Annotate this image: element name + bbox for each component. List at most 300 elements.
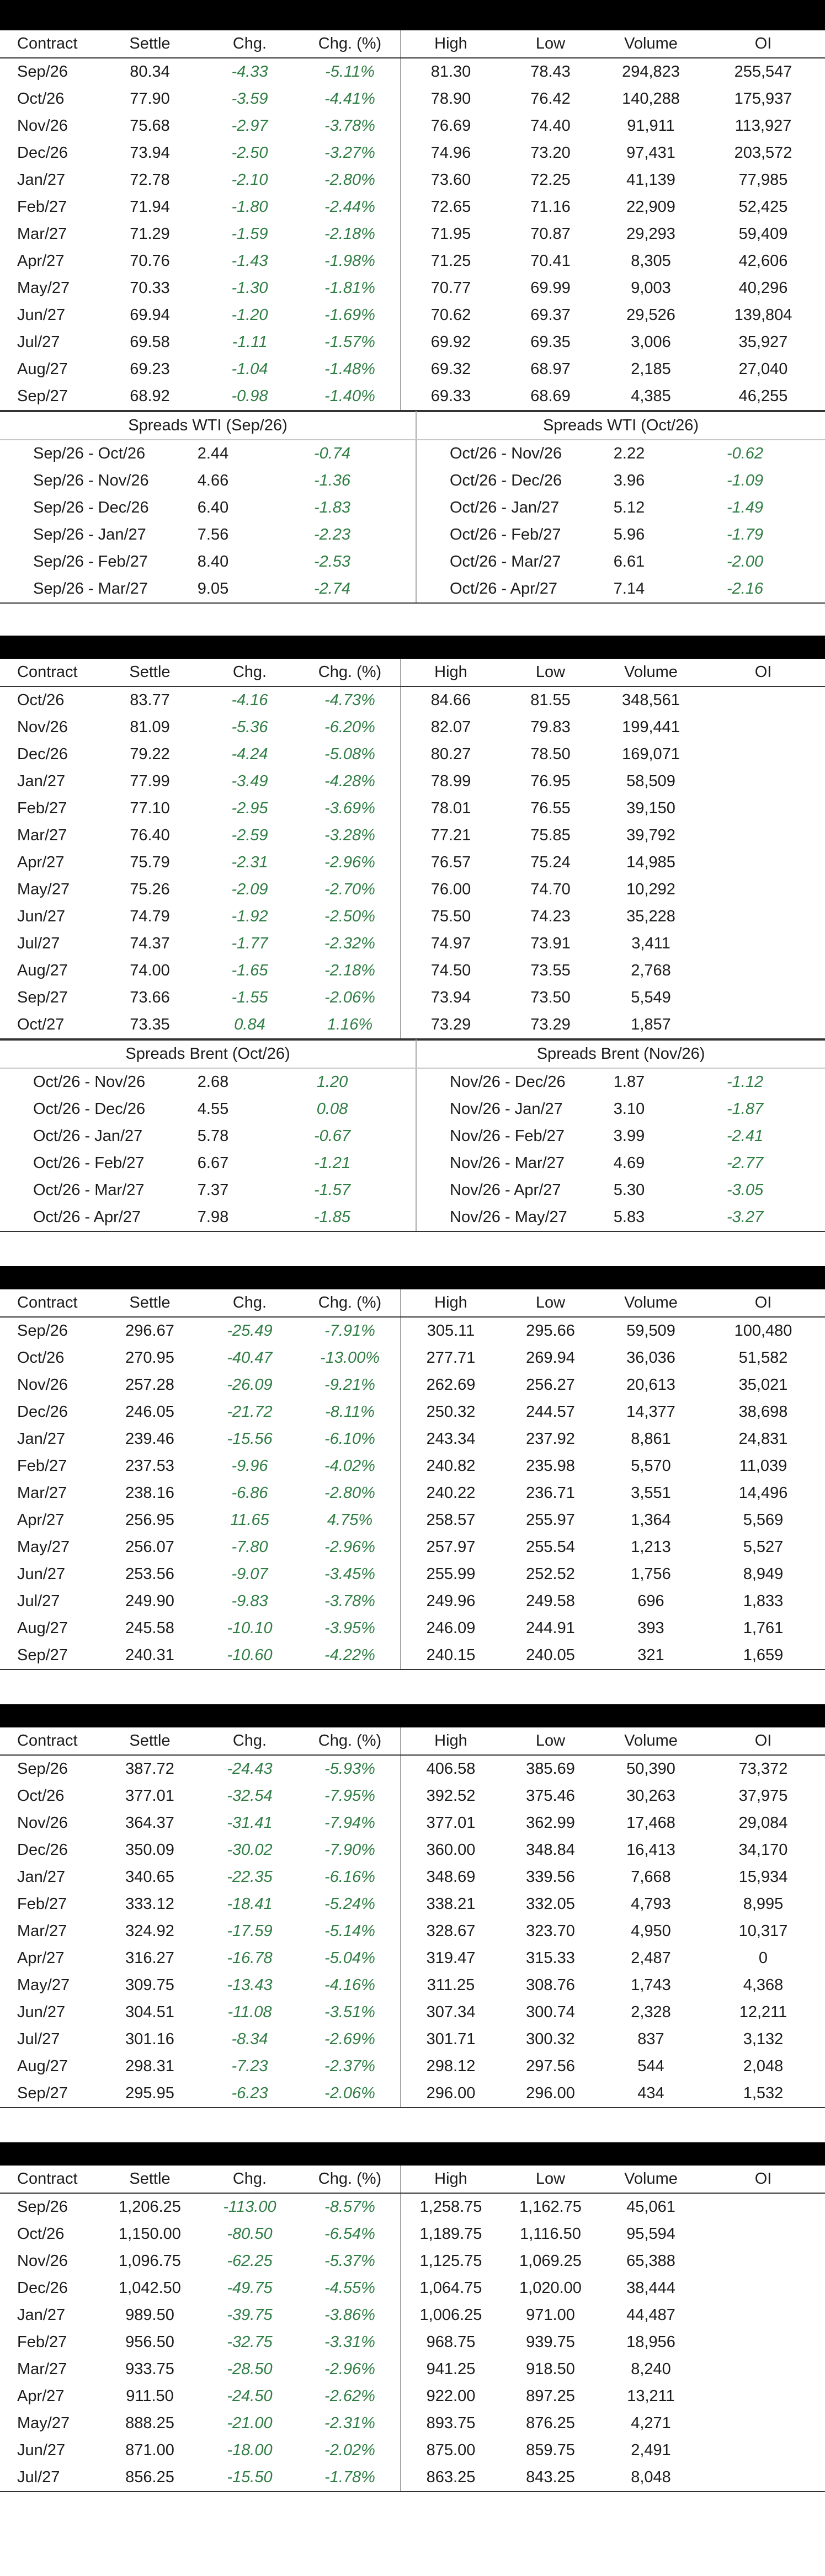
spread-pair-cell: Oct/26 - Jan/27 bbox=[416, 494, 593, 521]
change-cell: -3.59 bbox=[231, 90, 268, 108]
high-cell: 1,189.75 bbox=[401, 2221, 501, 2248]
spread-row bbox=[0, 1150, 825, 1177]
table-row bbox=[0, 2221, 825, 2248]
low-cell: 362.99 bbox=[526, 1814, 575, 1832]
open-interest-cell bbox=[701, 686, 825, 714]
open-interest-cell bbox=[701, 2193, 825, 2221]
open-interest-cell: 10,317 bbox=[738, 1922, 788, 1940]
volume-cell: 50,390 bbox=[626, 1760, 675, 1778]
low-cell: 297.56 bbox=[526, 2057, 575, 2075]
settle-cell: 956.50 bbox=[125, 2333, 174, 2351]
table-row bbox=[0, 903, 825, 930]
table-row bbox=[0, 2437, 825, 2464]
settle-cell: 1,150.00 bbox=[119, 2225, 181, 2243]
settle-cell: 71.94 bbox=[130, 198, 170, 216]
section-header-bar bbox=[0, 2142, 825, 2166]
low-cell: 70.87 bbox=[530, 225, 571, 243]
contract-cell: Oct/26 bbox=[17, 1349, 65, 1367]
change-pct-cell: -4.41% bbox=[324, 90, 375, 108]
change-pct-cell: -8.57% bbox=[324, 2198, 375, 2216]
header-row bbox=[0, 2166, 825, 2193]
low-cell: 73.91 bbox=[530, 935, 571, 952]
column-header-settle: Settle bbox=[100, 659, 200, 686]
low-cell: 71.16 bbox=[530, 198, 571, 216]
table-row bbox=[0, 58, 825, 86]
column-header-change: Chg. bbox=[200, 2166, 300, 2193]
contract-cell: Sep/26 bbox=[17, 63, 68, 81]
high-cell: 392.52 bbox=[401, 1783, 501, 1810]
column-header-high: High bbox=[401, 30, 501, 58]
low-cell: 1,069.25 bbox=[519, 2252, 582, 2270]
low-cell: 73.55 bbox=[530, 962, 571, 979]
high-cell: 78.90 bbox=[401, 86, 501, 113]
settle-cell: 81.09 bbox=[130, 718, 170, 736]
contract-cell: Mar/27 bbox=[17, 1922, 67, 1940]
spread-value-cell: 5.12 bbox=[613, 499, 645, 516]
header-row bbox=[0, 659, 825, 686]
low-cell: 269.94 bbox=[526, 1349, 575, 1367]
open-interest-cell bbox=[701, 2329, 825, 2356]
change-cell: -13.43 bbox=[227, 1976, 273, 1994]
column-header-settle: Settle bbox=[100, 30, 200, 58]
settle-cell: 246.05 bbox=[125, 1403, 174, 1421]
column-header-high: High bbox=[401, 1289, 501, 1317]
change-cell: -15.50 bbox=[227, 2468, 273, 2486]
spread-value-cell: 6.61 bbox=[613, 553, 645, 570]
settle-cell: 888.25 bbox=[125, 2414, 174, 2432]
column-header-volume: Volume bbox=[600, 30, 701, 58]
volume-cell: 38,444 bbox=[626, 2279, 675, 2297]
low-cell: 75.85 bbox=[530, 826, 571, 844]
table-row bbox=[0, 248, 825, 275]
high-cell: 377.01 bbox=[401, 1810, 501, 1837]
open-interest-cell bbox=[701, 2383, 825, 2410]
open-interest-cell: 59,409 bbox=[738, 225, 788, 243]
contract-cell: Jan/27 bbox=[17, 1868, 66, 1886]
low-cell: 385.69 bbox=[526, 1760, 575, 1778]
volume-cell: 544 bbox=[637, 2057, 664, 2075]
change-pct-cell: -6.54% bbox=[324, 2225, 375, 2243]
column-header-volume: Volume bbox=[600, 2166, 701, 2193]
column-header-change: Chg. bbox=[200, 30, 300, 58]
spread-pair-cell: Oct/26 - Mar/27 bbox=[416, 548, 593, 575]
volume-cell: 7,668 bbox=[631, 1868, 671, 1886]
contract-cell: May/27 bbox=[17, 279, 70, 297]
settle-cell: 70.33 bbox=[130, 279, 170, 297]
volume-cell: 17,468 bbox=[626, 1814, 675, 1832]
change-pct-cell: -3.78% bbox=[324, 117, 375, 135]
table-row bbox=[0, 1837, 825, 1864]
spread-change-cell: 1.20 bbox=[316, 1073, 348, 1091]
settle-cell: 245.58 bbox=[125, 1619, 174, 1637]
high-cell: 968.75 bbox=[401, 2329, 501, 2356]
change-pct-cell: -2.18% bbox=[324, 962, 375, 979]
volume-cell: 4,271 bbox=[631, 2414, 671, 2432]
spread-pair-cell: Sep/26 - Jan/27 bbox=[33, 526, 146, 543]
table-row bbox=[0, 1534, 825, 1561]
spreads-header-row bbox=[0, 412, 825, 440]
low-cell: 1,162.75 bbox=[519, 2198, 582, 2216]
high-cell: 319.47 bbox=[401, 1945, 501, 1972]
table-row bbox=[0, 1945, 825, 1972]
high-cell: 360.00 bbox=[401, 1837, 501, 1864]
contract-cell: Jul/27 bbox=[17, 935, 60, 952]
low-cell: 1,020.00 bbox=[519, 2279, 582, 2297]
open-interest-cell: 8,949 bbox=[743, 1565, 784, 1583]
column-header-contract: Contract bbox=[0, 1727, 100, 1755]
change-pct-cell: -4.22% bbox=[324, 1646, 375, 1664]
spread-pair-cell: Nov/26 - Jan/27 bbox=[416, 1096, 593, 1123]
settle-cell: 75.79 bbox=[130, 854, 170, 871]
change-pct-cell: -7.94% bbox=[324, 1814, 375, 1832]
low-cell: 256.27 bbox=[526, 1376, 575, 1394]
spreads-table bbox=[0, 411, 825, 602]
high-cell: 311.25 bbox=[401, 1972, 501, 1999]
change-pct-cell: -6.10% bbox=[324, 1430, 375, 1448]
change-pct-cell: -3.28% bbox=[324, 826, 375, 844]
spread-pair-cell: Oct/26 - Nov/26 bbox=[416, 440, 593, 467]
high-cell: 1,064.75 bbox=[401, 2275, 501, 2302]
column-header-settle: Settle bbox=[100, 2166, 200, 2193]
table-row bbox=[0, 1426, 825, 1453]
table-row bbox=[0, 741, 825, 768]
high-cell: 255.99 bbox=[401, 1561, 501, 1588]
settle-cell: 856.25 bbox=[125, 2468, 174, 2486]
column-header-volume: Volume bbox=[600, 659, 701, 686]
change-pct-cell: -2.06% bbox=[324, 2084, 375, 2102]
table-row bbox=[0, 1372, 825, 1399]
volume-cell: 8,240 bbox=[631, 2360, 671, 2378]
low-cell: 244.91 bbox=[526, 1619, 575, 1637]
volume-cell: 8,048 bbox=[631, 2468, 671, 2486]
settle-cell: 74.79 bbox=[130, 908, 170, 925]
low-cell: 79.83 bbox=[530, 718, 571, 736]
spread-pair-cell: Sep/26 - Mar/27 bbox=[33, 580, 148, 598]
volume-cell: 41,139 bbox=[626, 171, 675, 189]
volume-cell: 1,857 bbox=[631, 1016, 671, 1033]
contract-cell: Aug/27 bbox=[17, 1619, 68, 1637]
open-interest-cell: 8,995 bbox=[743, 1895, 784, 1913]
settle-cell: 324.92 bbox=[125, 1922, 174, 1940]
section-gap bbox=[0, 1232, 825, 1266]
open-interest-cell: 1,659 bbox=[743, 1646, 784, 1664]
contract-cell: Jan/27 bbox=[17, 772, 66, 790]
open-interest-cell: 37,975 bbox=[738, 1787, 788, 1805]
change-cell: -21.72 bbox=[227, 1403, 273, 1421]
column-header-change: Chg. bbox=[200, 1289, 300, 1317]
contract-cell: Nov/26 bbox=[17, 1376, 68, 1394]
settle-cell: 238.16 bbox=[125, 1484, 174, 1502]
high-cell: 277.71 bbox=[401, 1345, 501, 1372]
high-cell: 73.60 bbox=[401, 167, 501, 194]
change-cell: -1.65 bbox=[231, 962, 268, 979]
volume-cell: 9,003 bbox=[631, 279, 671, 297]
volume-cell: 393 bbox=[637, 1619, 664, 1637]
spread-pair-cell: Nov/26 - Dec/26 bbox=[416, 1068, 593, 1096]
open-interest-cell: 203,572 bbox=[734, 144, 792, 162]
open-interest-cell bbox=[701, 957, 825, 984]
spread-row bbox=[0, 575, 825, 602]
volume-cell: 59,509 bbox=[626, 1322, 675, 1340]
spread-value-cell: 2.22 bbox=[613, 445, 645, 462]
high-cell: 893.75 bbox=[401, 2410, 501, 2437]
settle-cell: 79.22 bbox=[130, 745, 170, 763]
settle-cell: 304.51 bbox=[125, 2003, 174, 2021]
table-row bbox=[0, 275, 825, 302]
high-cell: 77.21 bbox=[401, 822, 501, 849]
spread-change-cell: -2.77 bbox=[726, 1154, 764, 1172]
low-cell: 939.75 bbox=[526, 2333, 575, 2351]
settle-cell: 77.90 bbox=[130, 90, 170, 108]
volume-cell: 29,293 bbox=[626, 225, 675, 243]
spread-value-cell: 6.40 bbox=[197, 499, 229, 516]
low-cell: 252.52 bbox=[526, 1565, 575, 1583]
settle-cell: 73.66 bbox=[130, 989, 170, 1006]
change-cell: -0.98 bbox=[231, 387, 268, 405]
spread-pair-cell: Oct/26 - Apr/27 bbox=[416, 575, 593, 602]
open-interest-cell: 3,132 bbox=[743, 2030, 784, 2048]
table-row bbox=[0, 1783, 825, 1810]
change-pct-cell: -7.90% bbox=[324, 1841, 375, 1859]
column-header-high: High bbox=[401, 659, 501, 686]
open-interest-cell: 77,985 bbox=[738, 171, 788, 189]
spread-pair-cell: Oct/26 - Nov/26 bbox=[33, 1073, 146, 1091]
change-cell: -113.00 bbox=[223, 2198, 276, 2216]
open-interest-cell: 46,255 bbox=[738, 387, 788, 405]
high-cell: 338.21 bbox=[401, 1891, 501, 1918]
spread-value-cell: 5.30 bbox=[613, 1181, 645, 1199]
open-interest-cell bbox=[701, 930, 825, 957]
change-pct-cell: -6.20% bbox=[324, 718, 375, 736]
high-cell: 78.01 bbox=[401, 795, 501, 822]
table-row bbox=[0, 86, 825, 113]
change-pct-cell: -2.62% bbox=[324, 2387, 375, 2405]
low-cell: 240.05 bbox=[526, 1646, 575, 1664]
open-interest-cell: 35,927 bbox=[738, 333, 788, 351]
high-cell: 941.25 bbox=[401, 2356, 501, 2383]
settle-cell: 296.67 bbox=[125, 1322, 174, 1340]
change-pct-cell: -1.78% bbox=[324, 2468, 375, 2486]
volume-cell: 65,388 bbox=[626, 2252, 675, 2270]
spread-value-cell: 9.05 bbox=[197, 580, 229, 598]
open-interest-cell: 175,937 bbox=[734, 90, 792, 108]
change-cell: -40.47 bbox=[227, 1349, 273, 1367]
high-cell: 305.11 bbox=[401, 1317, 501, 1345]
column-header-low: Low bbox=[501, 30, 600, 58]
spread-change-cell: -0.67 bbox=[313, 1127, 351, 1145]
contract-cell: Sep/26 bbox=[17, 1760, 68, 1778]
change-pct-cell: -1.98% bbox=[324, 252, 375, 270]
low-cell: 296.00 bbox=[526, 2084, 575, 2102]
contract-cell: May/27 bbox=[17, 1976, 70, 1994]
column-header-high: High bbox=[401, 2166, 501, 2193]
contract-cell: Aug/27 bbox=[17, 962, 68, 979]
change-pct-cell: -5.24% bbox=[324, 1895, 375, 1913]
volume-cell: 2,328 bbox=[631, 2003, 671, 2021]
change-pct-cell: -3.51% bbox=[324, 2003, 375, 2021]
spread-row bbox=[0, 1096, 825, 1123]
contract-cell: Sep/26 bbox=[17, 1322, 68, 1340]
open-interest-cell: 73,372 bbox=[738, 1760, 788, 1778]
high-cell: 76.00 bbox=[401, 876, 501, 903]
table-row bbox=[0, 1399, 825, 1426]
high-cell: 75.50 bbox=[401, 903, 501, 930]
high-cell: 240.15 bbox=[401, 1642, 501, 1669]
change-cell: -3.49 bbox=[231, 772, 268, 790]
change-pct-cell: -5.11% bbox=[325, 63, 375, 81]
open-interest-cell bbox=[701, 903, 825, 930]
change-cell: -7.23 bbox=[231, 2057, 268, 2075]
volume-cell: 36,036 bbox=[626, 1349, 675, 1367]
volume-cell: 14,377 bbox=[626, 1403, 675, 1421]
low-cell: 74.70 bbox=[530, 881, 571, 898]
column-header-change-pct: Chg. (%) bbox=[300, 1289, 401, 1317]
open-interest-cell: 51,582 bbox=[738, 1349, 788, 1367]
low-cell: 249.58 bbox=[526, 1592, 575, 1610]
volume-cell: 3,551 bbox=[631, 1484, 671, 1502]
low-cell: 76.55 bbox=[530, 799, 571, 817]
low-cell: 255.97 bbox=[526, 1511, 575, 1529]
low-cell: 78.43 bbox=[530, 63, 571, 81]
low-cell: 237.92 bbox=[526, 1430, 575, 1448]
spread-value-cell: 5.78 bbox=[197, 1127, 229, 1145]
spread-value-cell: 5.83 bbox=[613, 1208, 645, 1226]
high-cell: 71.95 bbox=[401, 221, 501, 248]
change-pct-cell: -2.02% bbox=[324, 2441, 375, 2459]
futures-table bbox=[0, 659, 825, 1038]
volume-cell: 3,411 bbox=[631, 935, 670, 952]
settle-cell: 73.35 bbox=[130, 1016, 170, 1033]
contract-cell: May/27 bbox=[17, 2414, 70, 2432]
high-cell: 74.50 bbox=[401, 957, 501, 984]
change-cell: 0.84 bbox=[234, 1016, 265, 1033]
column-header-high: High bbox=[401, 1727, 501, 1755]
volume-cell: 95,594 bbox=[626, 2225, 675, 2243]
section-gap bbox=[0, 2492, 825, 2526]
volume-cell: 2,185 bbox=[631, 360, 671, 378]
change-cell: -1.20 bbox=[231, 306, 268, 324]
change-cell: -2.50 bbox=[231, 144, 268, 162]
high-cell: 301.71 bbox=[401, 2026, 501, 2053]
change-pct-cell: -3.95% bbox=[324, 1619, 375, 1637]
volume-cell: 13,211 bbox=[627, 2387, 675, 2405]
spreads-header-row bbox=[0, 1040, 825, 1068]
change-cell: -2.95 bbox=[231, 799, 268, 817]
change-pct-cell: -4.55% bbox=[324, 2279, 375, 2297]
change-pct-cell: -1.69% bbox=[324, 306, 375, 324]
change-cell: -32.54 bbox=[227, 1787, 273, 1805]
low-cell: 68.97 bbox=[530, 360, 571, 378]
high-cell: 73.94 bbox=[401, 984, 501, 1011]
low-cell: 375.46 bbox=[526, 1787, 575, 1805]
volume-cell: 39,792 bbox=[626, 826, 675, 844]
settle-cell: 295.95 bbox=[125, 2084, 174, 2102]
high-cell: 74.97 bbox=[401, 930, 501, 957]
spreads-title-left: Spreads Brent (Oct/26) bbox=[0, 1040, 416, 1068]
contract-cell: Nov/26 bbox=[17, 718, 68, 736]
change-cell: -10.60 bbox=[227, 1646, 273, 1664]
settle-cell: 80.34 bbox=[130, 63, 170, 81]
change-pct-cell: -4.73% bbox=[324, 691, 375, 709]
change-pct-cell: -7.91% bbox=[324, 1322, 375, 1340]
spread-change-cell: -0.62 bbox=[726, 445, 764, 462]
low-cell: 255.54 bbox=[526, 1538, 575, 1556]
change-pct-cell: -3.69% bbox=[324, 799, 375, 817]
change-cell: -1.80 bbox=[231, 198, 268, 216]
contract-cell: Jul/27 bbox=[17, 1592, 60, 1610]
change-cell: -2.31 bbox=[231, 854, 268, 871]
spread-pair-cell: Sep/26 - Dec/26 bbox=[33, 499, 149, 516]
change-cell: -18.41 bbox=[227, 1895, 273, 1913]
header-row bbox=[0, 1727, 825, 1755]
contract-cell: Oct/26 bbox=[17, 1787, 65, 1805]
spreads-title-right: Spreads WTI (Oct/26) bbox=[416, 412, 825, 440]
spreads-title-left: Spreads WTI (Sep/26) bbox=[0, 412, 416, 440]
open-interest-cell: 15,934 bbox=[738, 1868, 788, 1886]
settle-cell: 1,042.50 bbox=[119, 2279, 181, 2297]
spread-change-cell: -2.23 bbox=[313, 526, 351, 543]
low-cell: 308.76 bbox=[526, 1976, 575, 1994]
table-row bbox=[0, 194, 825, 221]
open-interest-cell: 4,368 bbox=[743, 1976, 784, 1994]
change-pct-cell: -1.57% bbox=[324, 333, 375, 351]
low-cell: 971.00 bbox=[526, 2306, 575, 2324]
table-row bbox=[0, 795, 825, 822]
change-cell: -18.00 bbox=[227, 2441, 273, 2459]
change-cell: -5.36 bbox=[231, 718, 268, 736]
contract-cell: Apr/27 bbox=[17, 252, 65, 270]
high-cell: 257.97 bbox=[401, 1534, 501, 1561]
table-row bbox=[0, 2053, 825, 2080]
change-pct-cell: -2.80% bbox=[324, 1484, 375, 1502]
settle-cell: 1,096.75 bbox=[119, 2252, 181, 2270]
volume-cell: 4,793 bbox=[631, 1895, 671, 1913]
low-cell: 69.37 bbox=[530, 306, 571, 324]
change-cell: -8.34 bbox=[231, 2030, 268, 2048]
contract-cell: May/27 bbox=[17, 881, 70, 898]
low-cell: 859.75 bbox=[526, 2441, 575, 2459]
change-cell: -6.23 bbox=[231, 2084, 268, 2102]
low-cell: 69.35 bbox=[530, 333, 571, 351]
spread-value-cell: 4.55 bbox=[197, 1100, 229, 1118]
open-interest-cell: 29,084 bbox=[738, 1814, 788, 1832]
spread-row bbox=[0, 440, 825, 467]
spread-pair-cell: Oct/26 - Dec/26 bbox=[416, 467, 593, 494]
spread-change-cell: -3.05 bbox=[726, 1181, 764, 1199]
open-interest-cell bbox=[701, 795, 825, 822]
volume-cell: 4,950 bbox=[631, 1922, 671, 1940]
volume-cell: 91,911 bbox=[627, 117, 675, 135]
contract-cell: Sep/27 bbox=[17, 1646, 68, 1664]
change-cell: -1.59 bbox=[231, 225, 268, 243]
change-cell: -39.75 bbox=[227, 2306, 273, 2324]
contract-cell: Jun/27 bbox=[17, 1565, 66, 1583]
change-pct-cell: -2.06% bbox=[324, 989, 375, 1006]
low-cell: 235.98 bbox=[526, 1457, 575, 1475]
spread-pair-cell: Sep/26 - Nov/26 bbox=[33, 472, 149, 489]
settle-cell: 911.50 bbox=[126, 2387, 174, 2405]
settle-cell: 68.92 bbox=[130, 387, 170, 405]
high-cell: 82.07 bbox=[401, 714, 501, 741]
contract-cell: Jan/27 bbox=[17, 2306, 66, 2324]
volume-cell: 5,570 bbox=[631, 1457, 671, 1475]
change-pct-cell: -5.04% bbox=[324, 1949, 375, 1967]
change-cell: -31.41 bbox=[227, 1814, 273, 1832]
table-row bbox=[0, 849, 825, 876]
contract-cell: Oct/26 bbox=[17, 2225, 65, 2243]
contract-cell: Feb/27 bbox=[17, 1457, 67, 1475]
change-pct-cell: -2.70% bbox=[324, 881, 375, 898]
